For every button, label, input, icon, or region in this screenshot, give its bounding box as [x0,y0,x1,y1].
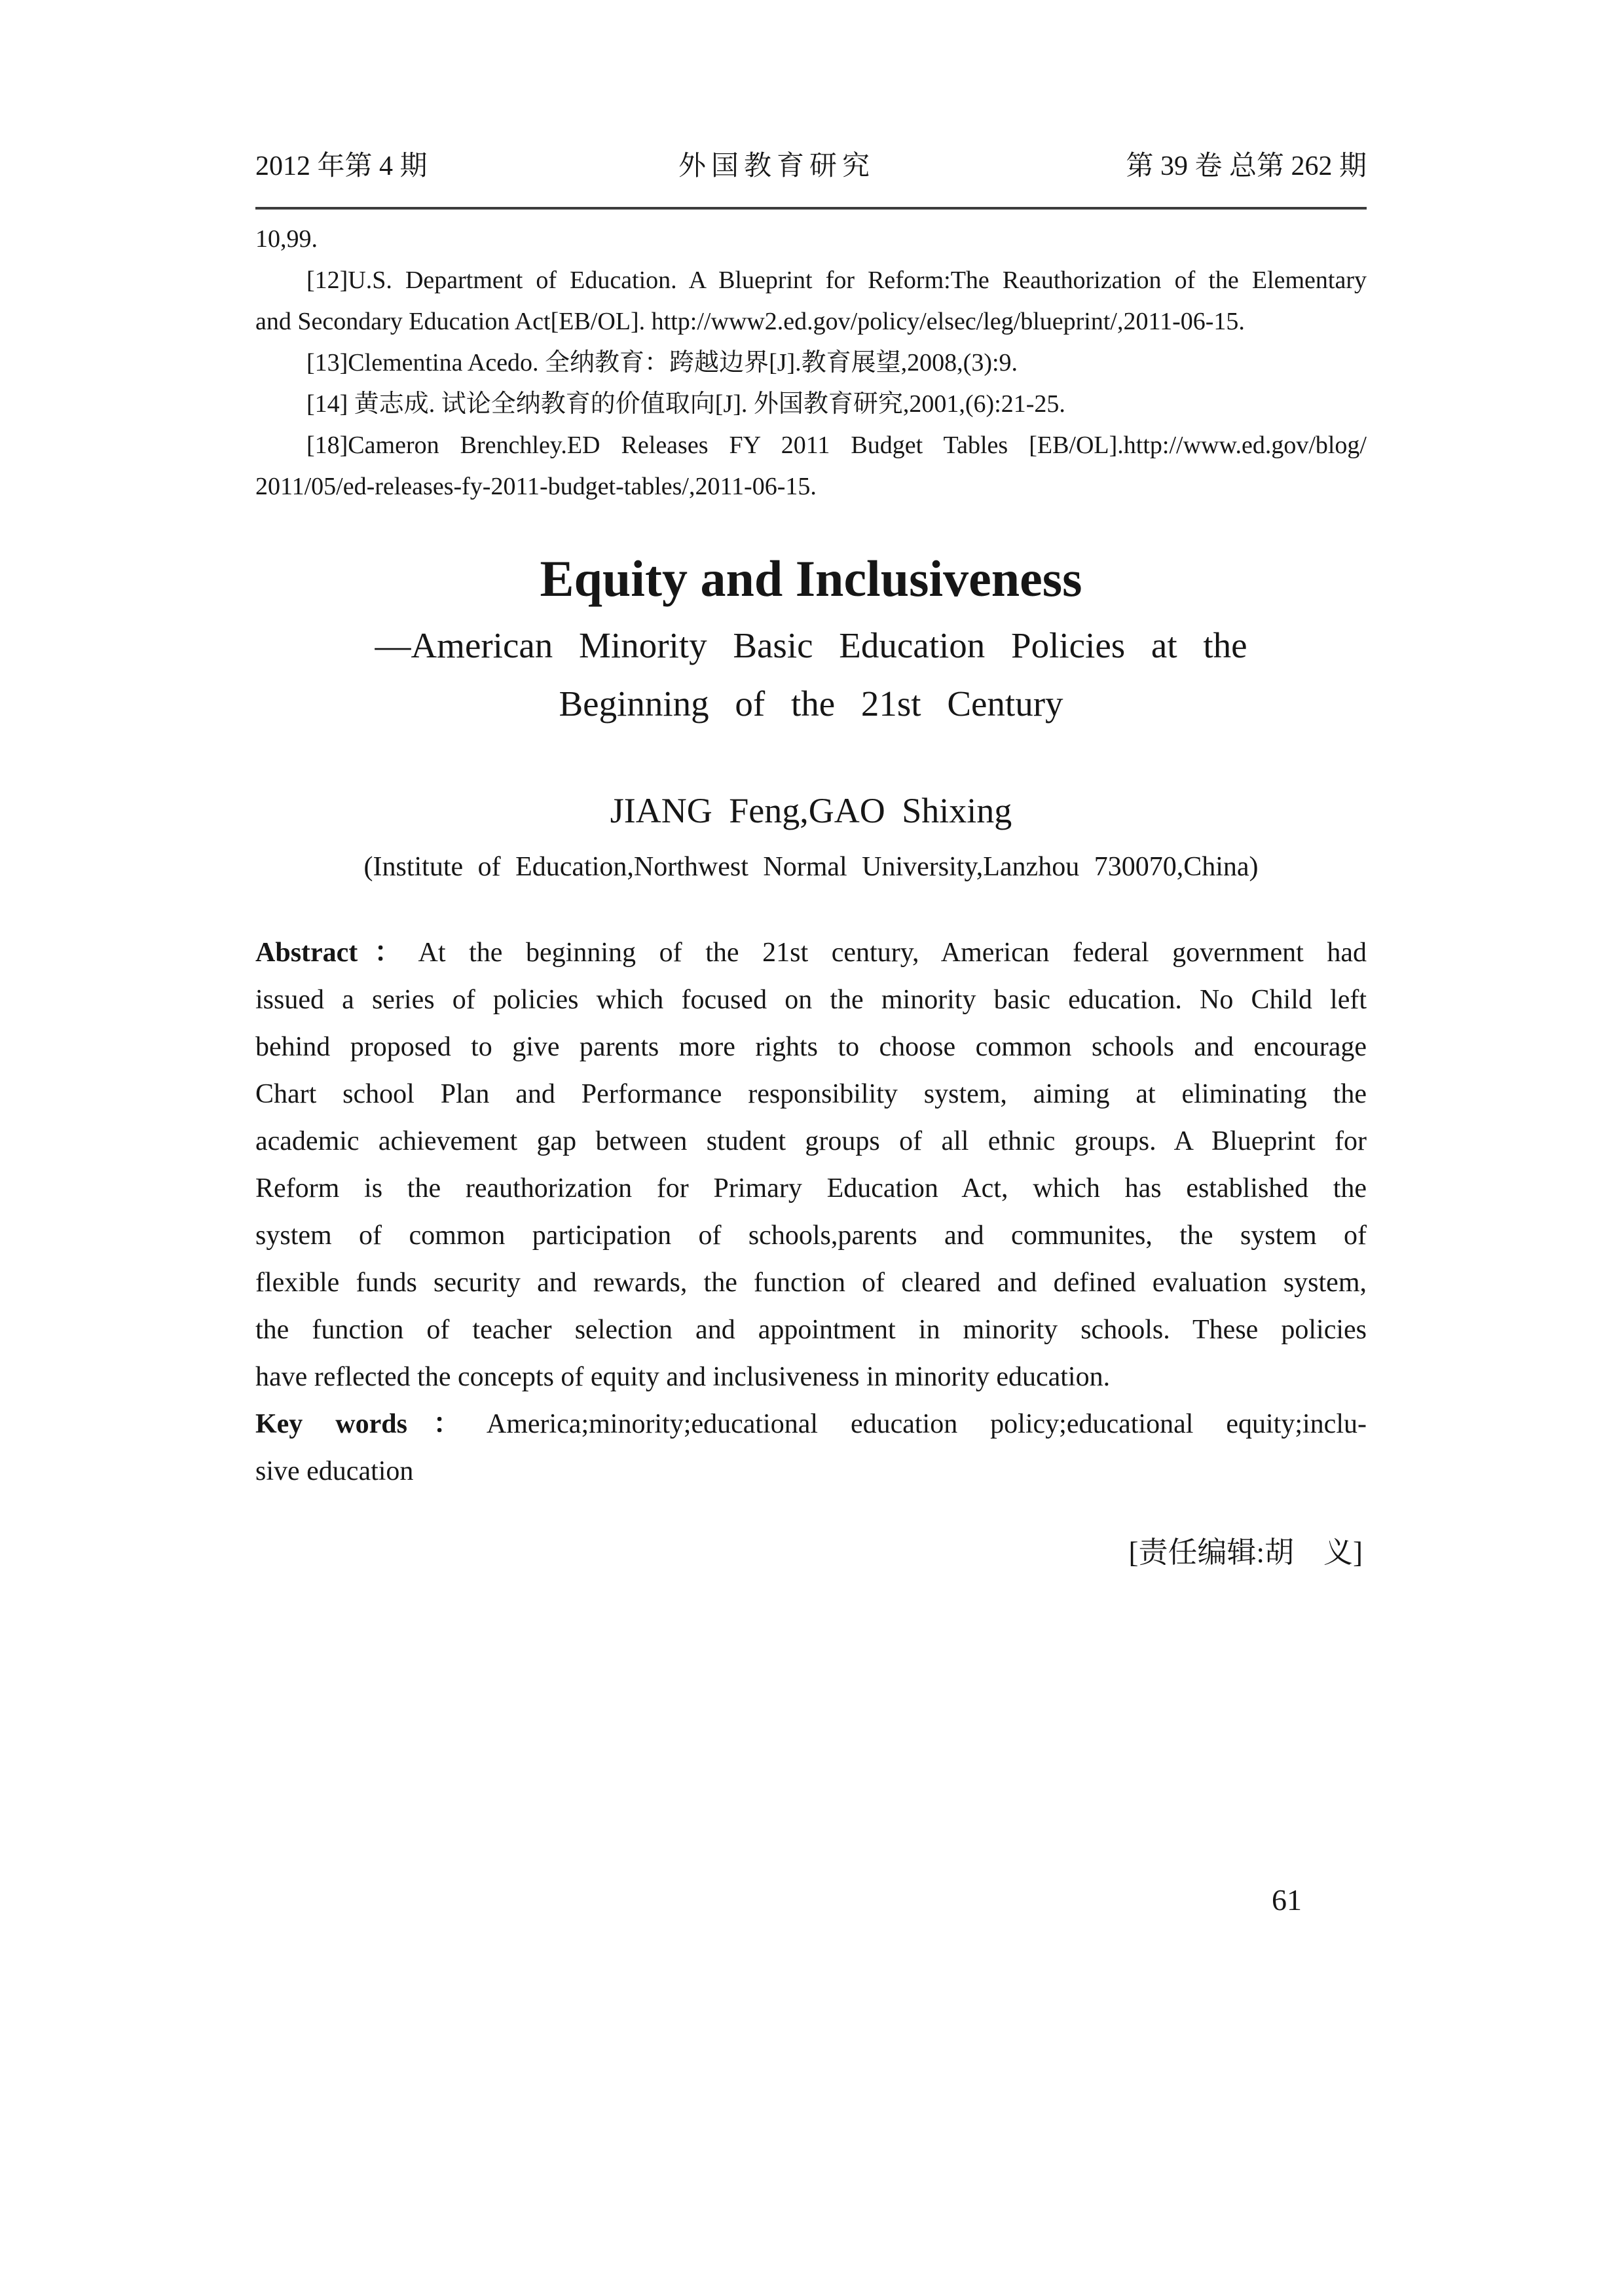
subtitle-line: —American Minority Basic Education Policies at the [375,625,1247,665]
references-section [255,219,1367,507]
header-volume: 第 39 卷 总第 262 期 [1126,151,1367,181]
subtitle-line: Beginning of the 21st Century [559,684,1063,724]
article-subtitle-en [255,616,1367,733]
header-journal-title: 外国教育研究 [678,151,875,181]
reference-line: [18]Cameron Brenchley.ED Releases FY 2011 Budget Tables [EB/OL].http://www.ed.gov/blog/ [306,431,1367,459]
abstract-line: system of common participation of schools,parents and communites, the system of [255,1221,1367,1251]
abstract-line: issued a series of policies which focused on the minority basic education. No Child left [255,985,1367,1015]
keywords-line: sive education [255,1456,414,1486]
running-header [255,149,1367,183]
reference-line: 2011/05/ed-releases-fy-2011-budget-tables/,2011-06-15. [255,473,817,500]
reference-line: [12]U.S. Department of Education. A Blueprint for Reform:The Reauthorization of the Elementary [306,266,1367,294]
abstract-line: the function of teacher selection and appointment in minority schools. These policies [255,1315,1367,1345]
abstract-label: Abstract： [255,938,418,968]
reference-line: and Secondary Education Act[EB/OL]. http://www2.ed.gov/policy/elsec/leg/blueprint/,2011-06-15. [255,308,1245,335]
reference-line: [13]Clementina Acedo. 全纳教育：跨越边界[J].教育展望,2008,(3):9. [306,349,1018,376]
abstract-text: At the beginning of the 21st century, American federal government had [418,938,1367,968]
keywords-label: Key words： [255,1409,487,1439]
page-number: 61 [1272,1883,1302,1917]
keywords-text: America;minority;educational education policy;educational equity;inclu- [486,1409,1367,1439]
abstract-line: flexible funds security and rewards, the function of cleared and defined evaluation system, [255,1268,1367,1298]
abstract-line: academic achievement gap between student groups of all ethnic groups. A Blueprint for [255,1126,1367,1156]
abstract-line: Chart school Plan and Performance responsibility system, aiming at eliminating the [255,1079,1367,1109]
article-affiliation: (Institute of Education,Northwest Normal University,Lanzhou 730070,China) [363,852,1259,882]
header-rule [255,207,1367,210]
article-authors: JIANG Feng,GAO Shixing [610,791,1012,830]
reference-continuation: 10,99. [255,225,318,253]
abstract-line: Reform is the reauthorization for Primary Education Act, which has established the [255,1173,1367,1203]
abstract-section [255,929,1367,1495]
page-content [255,0,1367,1572]
abstract-line [255,929,1367,976]
abstract-line: behind proposed to give parents more rights to choose common schools and encourage [255,1032,1367,1062]
editor-note: [责任编辑:胡 义] [1128,1536,1363,1569]
abstract-line: have reflected the concepts of equity and inclusiveness in minority education. [255,1362,1111,1392]
article-title-en: Equity and Inclusiveness [540,550,1082,607]
reference-line: [14] 黄志成. 试论全纳教育的价值取向[J]. 外国教育研究,2001,(6):21-25. [306,390,1065,418]
keywords-line [255,1401,1367,1448]
header-issue: 2012 年第 4 期 [255,151,428,181]
